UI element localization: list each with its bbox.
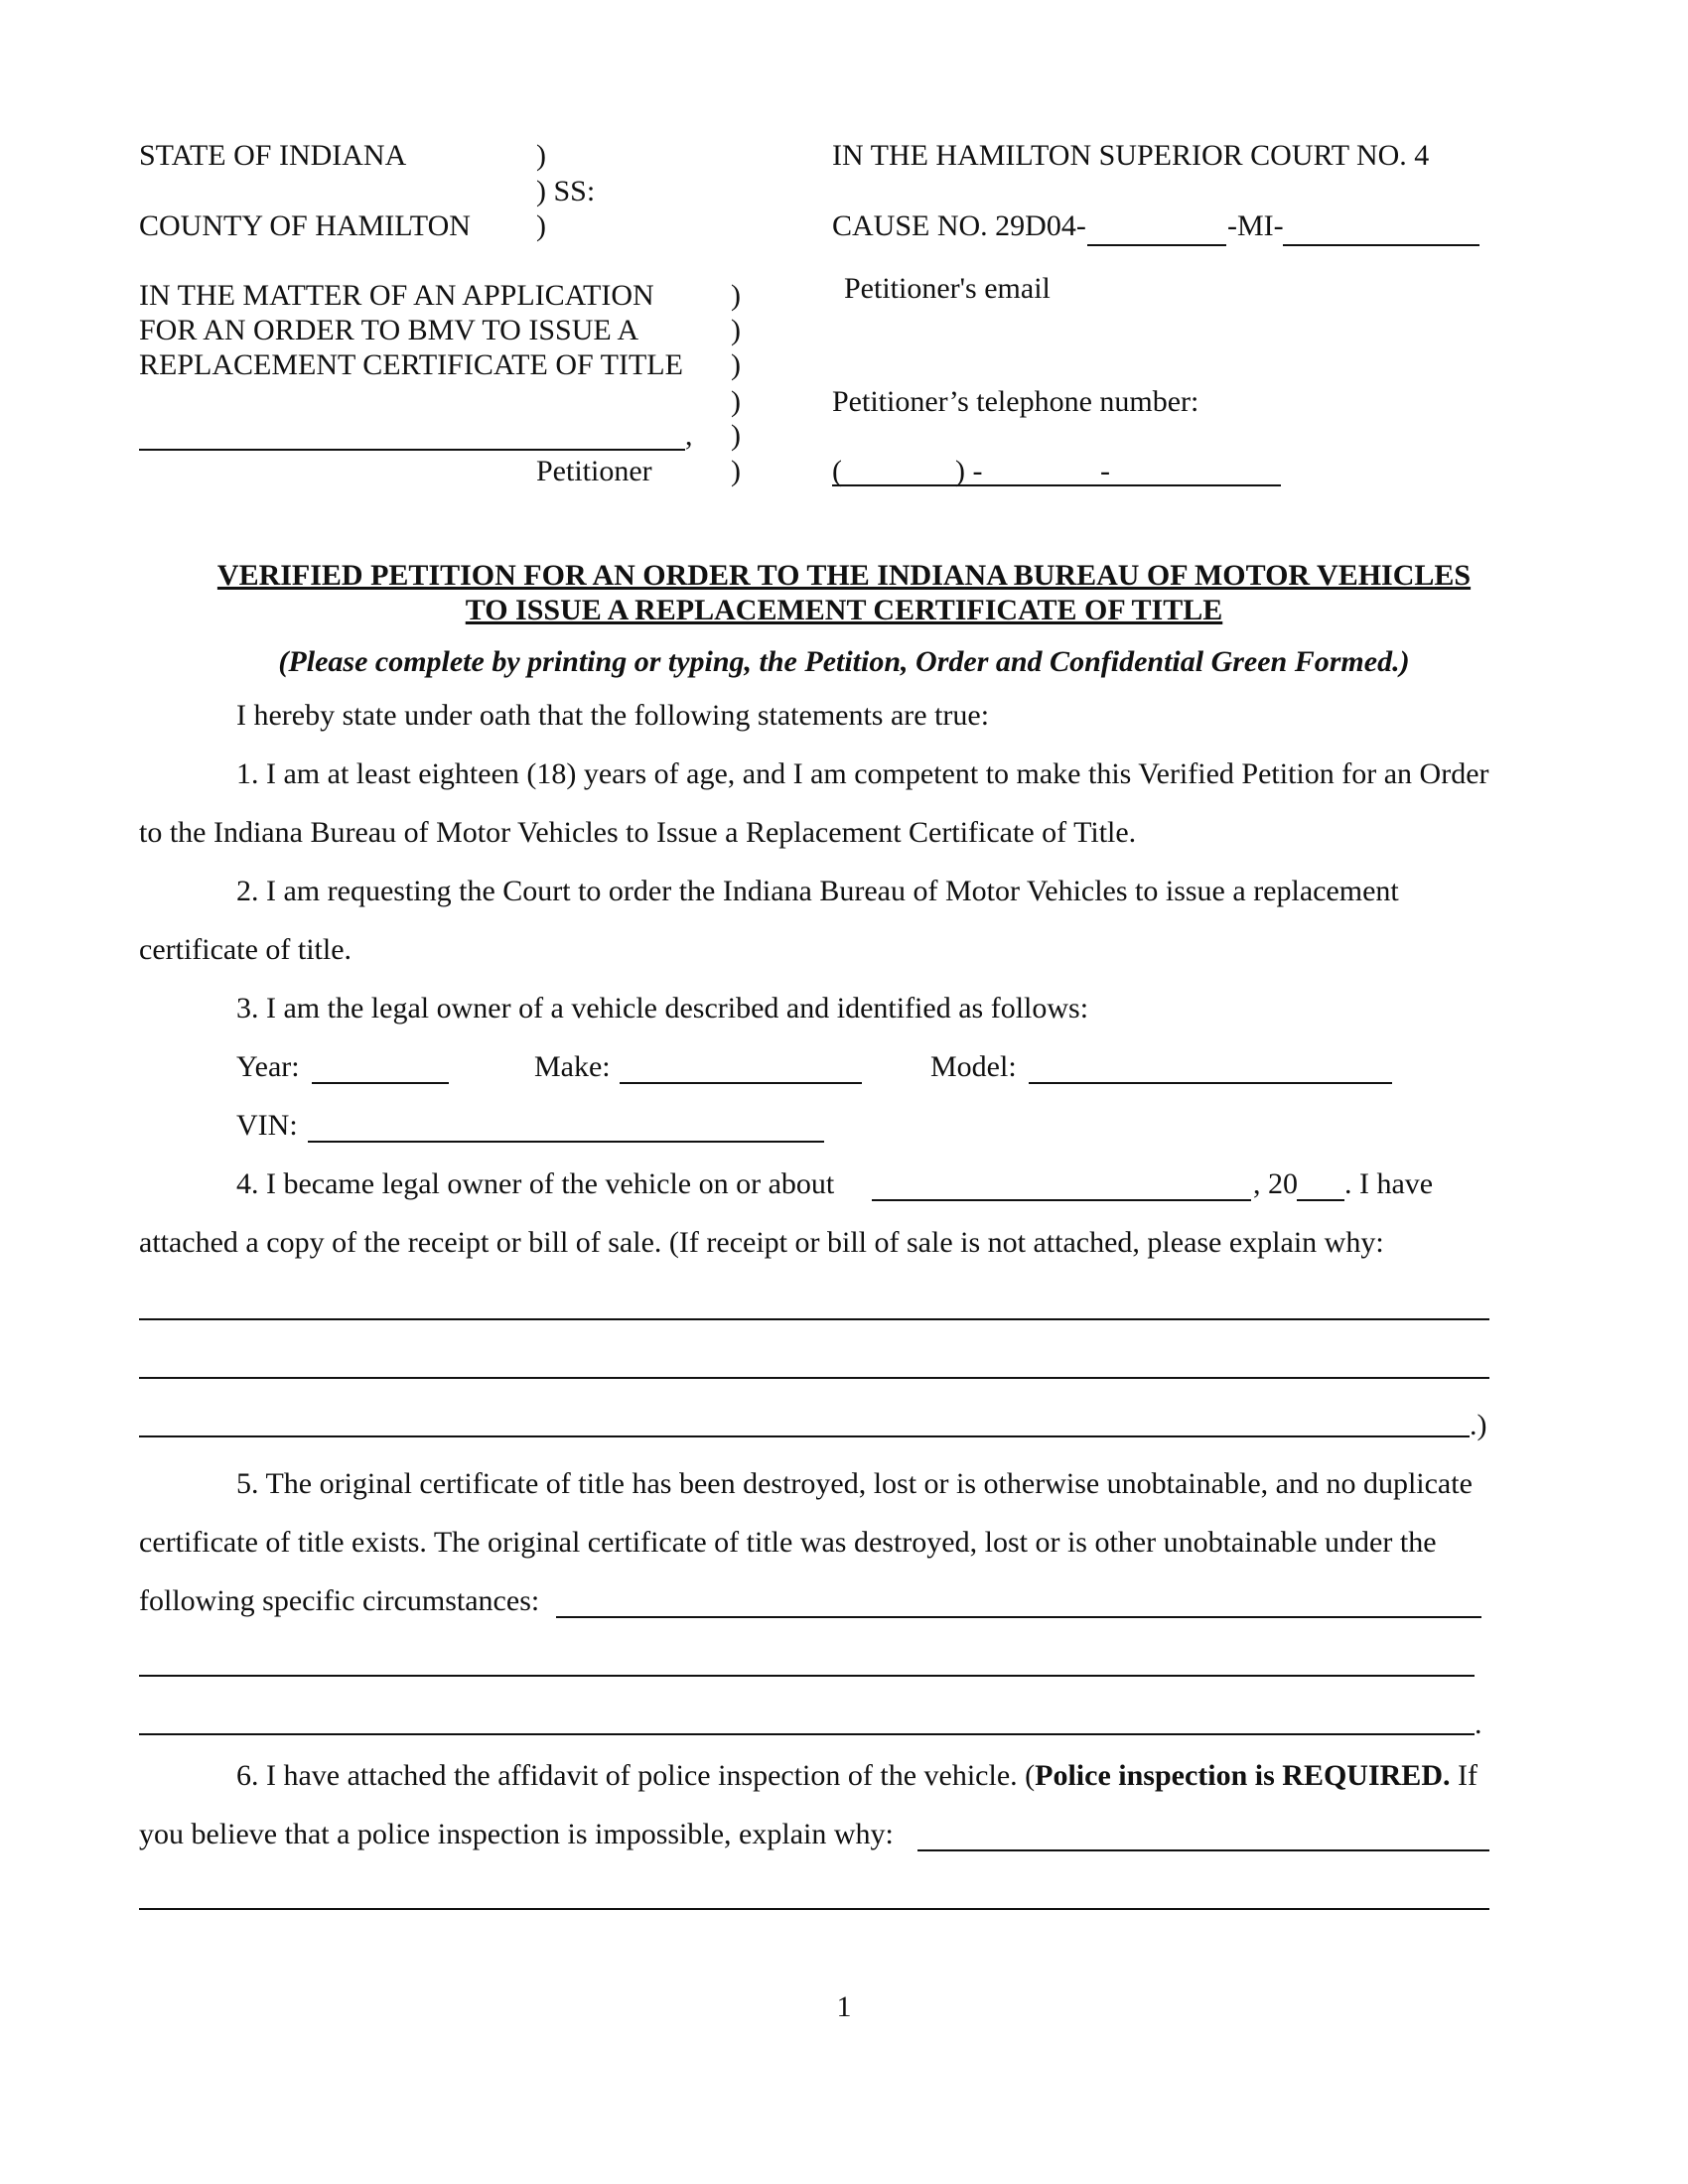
circumstances-line-3[interactable] [139,1702,1475,1735]
year-prefix: , 20 [1253,1167,1298,1200]
vin-label: VIN: [236,1109,298,1142]
i-have-text: . I have [1344,1167,1434,1200]
paragraph-4-line-1: 4. I became legal owner of the vehicle on or about [236,1167,835,1200]
ownership-date-field[interactable] [872,1167,1251,1201]
period: . [1475,1707,1482,1740]
court-label: IN THE HAMILTON SUPERIOR COURT NO. 4 [832,139,1430,172]
year-label: Year: [236,1050,300,1083]
paragraph-6-line-1: 6. I have attached the affidavit of police inspection of the vehicle. (Police inspection is REQUIRED. If [236,1759,1477,1792]
caption-paren: ) [731,455,741,487]
state-label: STATE OF INDIANA [139,139,407,172]
police-inspection-required: Police inspection is REQUIRED. [1035,1759,1451,1792]
caption-paren: ) [731,419,741,452]
phone-line-field[interactable] [1116,453,1279,486]
cause-number-field-2[interactable] [1283,212,1479,246]
impossible-explanation-line-2[interactable] [139,1876,1489,1910]
make-field[interactable] [620,1050,862,1084]
circumstances-line-1[interactable] [556,1584,1481,1618]
matter-line-2: FOR AN ORDER TO BMV TO ISSUE A [139,314,639,346]
caption-paren: ) [731,348,741,381]
cause-mi-label: -MI- [1227,209,1284,242]
paragraph-5-line-3: following specific circumstances: [139,1584,540,1617]
phone-dash: - [1100,455,1110,487]
model-label: Model: [930,1050,1017,1083]
cause-number-label: CAUSE NO. 29D04- [832,209,1086,242]
paragraph-4-line-2: attached a copy of the receipt or bill of sale. (If receipt or bill of sale is not attached, please explain why: [139,1226,1384,1259]
make-label: Make: [534,1050,611,1083]
phone-close-paren: ) - [955,455,983,487]
paragraph-5-line-1: 5. The original certificate of title has been destroyed, lost or is otherwise unobtainable, and no duplicate [236,1467,1473,1500]
petitioner-label: Petitioner [536,455,652,487]
phone-label: Petitioner’s telephone number: [832,385,1199,418]
county-label: COUNTY OF HAMILTON [139,209,471,242]
petitioner-comma: , [685,419,693,452]
caption-paren: ) [731,314,741,346]
caption-paren: ) [536,139,546,172]
caption-paren: ) [731,279,741,312]
paragraph-1-line-1: 1. I am at least eighteen (18) years of age, and I am competent to make this Verified Petition for an Order [236,757,1489,790]
matter-line-3: REPLACEMENT CERTIFICATE OF TITLE [139,348,683,381]
paragraph-1-line-2: to the Indiana Bureau of Motor Vehicles to Issue a Replacement Certificate of Title. [139,816,1137,849]
model-field[interactable] [1029,1050,1392,1084]
caption-paren: ) [536,209,546,242]
explanation-line-1[interactable] [139,1287,1489,1320]
cause-number-field-1[interactable] [1087,212,1226,246]
explanation-line-3[interactable] [139,1404,1470,1437]
email-label: Petitioner's email [844,272,1051,305]
petition-title-line-1: VERIFIED PETITION FOR AN ORDER TO THE INDIANA BUREAU OF MOTOR VEHICLES [216,559,1472,592]
phone-prefix-field[interactable] [993,453,1098,486]
vin-field[interactable] [308,1109,824,1143]
phone-open-paren: ( [832,455,842,487]
paragraph-5-line-2: certificate of title exists. The original certificate of title was destroyed, lost or is other unobtainable under the [139,1526,1437,1559]
oath-statement: I hereby state under oath that the following statements are true: [236,699,990,732]
paragraph-2-line-2: certificate of title. [139,933,352,966]
paragraph-3: 3. I am the legal owner of a vehicle described and identified as follows: [236,992,1089,1024]
ownership-year-field[interactable] [1297,1167,1344,1201]
petitioner-name-field[interactable] [139,417,685,451]
circumstances-line-2[interactable] [139,1643,1475,1677]
closing-paren: .) [1470,1409,1487,1441]
instructions: (Please complete by printing or typing, the Petition, Order and Confidential Green Formed.) [278,645,1410,678]
impossible-explanation-line-1[interactable] [917,1818,1489,1851]
caption-paren: ) [731,385,741,418]
ss-label: ) SS: [536,175,596,207]
explanation-line-2[interactable] [139,1345,1489,1379]
matter-line-1: IN THE MATTER OF AN APPLICATION [139,279,654,312]
paragraph-2-line-1: 2. I am requesting the Court to order the Indiana Bureau of Motor Vehicles to issue a replacement [236,875,1399,907]
page-number: 1 [836,1990,852,2023]
phone-area-code-field[interactable] [846,453,953,486]
paragraph-6-line-2: you believe that a police inspection is impossible, explain why: [139,1818,894,1850]
petition-title-line-2: TO ISSUE A REPLACEMENT CERTIFICATE OF TITLE [465,594,1223,626]
year-field[interactable] [312,1050,449,1084]
